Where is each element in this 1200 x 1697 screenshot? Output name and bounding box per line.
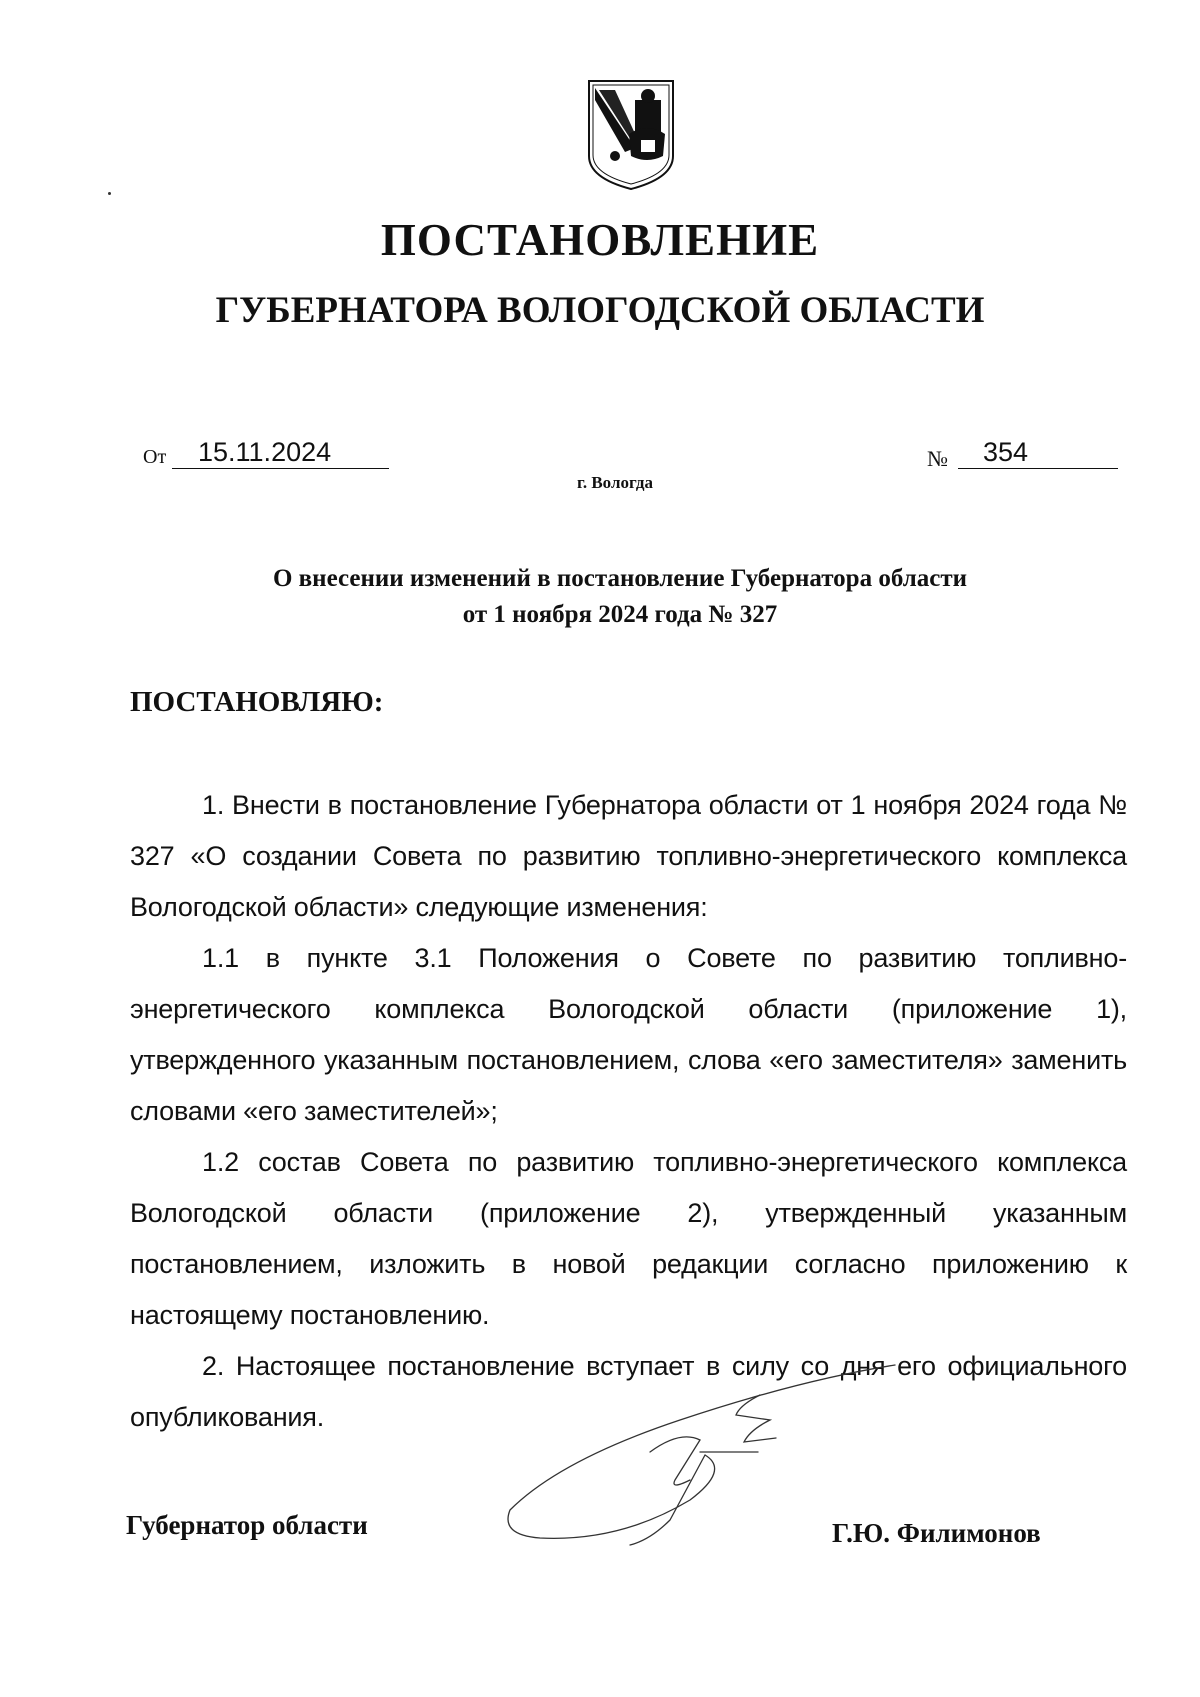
document-issuer: ГУБЕРНАТОРА ВОЛОГОДСКОЙ ОБЛАСТИ bbox=[215, 290, 985, 331]
city-label: г. Вологда bbox=[577, 473, 653, 492]
subject-line-2: от 1 ноября 2024 года № 327 bbox=[462, 601, 778, 628]
paragraph: 1.1 в пункте 3.1 Положения о Совете по развитию топливно-энергетического комплекса Вологодской области (приложение 1), утвержденного указанным постановлением, слова «его заместителя» заменить словами «его заместителей»; bbox=[130, 943, 1127, 1126]
paragraph: 1.2 состав Совета по развитию топливно-энергетического комплекса Вологодской области (приложение 2), утвержденный указанным постановлением, изложить в новой редакции согласно приложению к настоящему постановлению. bbox=[130, 1147, 1127, 1330]
document-body bbox=[130, 780, 1127, 1443]
scan-speck bbox=[108, 192, 111, 195]
document-subject bbox=[0, 561, 1200, 633]
document-title: ПОСТАНОВЛЕНИЕ bbox=[380, 215, 820, 265]
coat-of-arms-icon bbox=[585, 78, 677, 192]
paragraph: 2. Настоящее постановление вступает в силу со дня его официального опубликования. bbox=[130, 1351, 1127, 1432]
paragraph: 1. Внести в постановление Губернатора области от 1 ноября 2024 года № 327 «О создании Совета по развитию топливно-энергетического комплекса Вологодской области» следующие изменения: bbox=[130, 790, 1127, 922]
document-number: 354 bbox=[958, 436, 1118, 469]
number-sign: № bbox=[927, 446, 948, 471]
signatory-name: Г.Ю. Филимонов bbox=[832, 1518, 1041, 1548]
signatory-position: Губернатор области bbox=[126, 1510, 368, 1540]
resolve-heading: ПОСТАНОВЛЯЮ: bbox=[130, 686, 384, 718]
subject-line-1: О внесении изменений в постановление Губернатора области bbox=[272, 565, 968, 592]
document-date: 15.11.2024 bbox=[172, 436, 389, 469]
date-prefix: От bbox=[143, 446, 167, 468]
